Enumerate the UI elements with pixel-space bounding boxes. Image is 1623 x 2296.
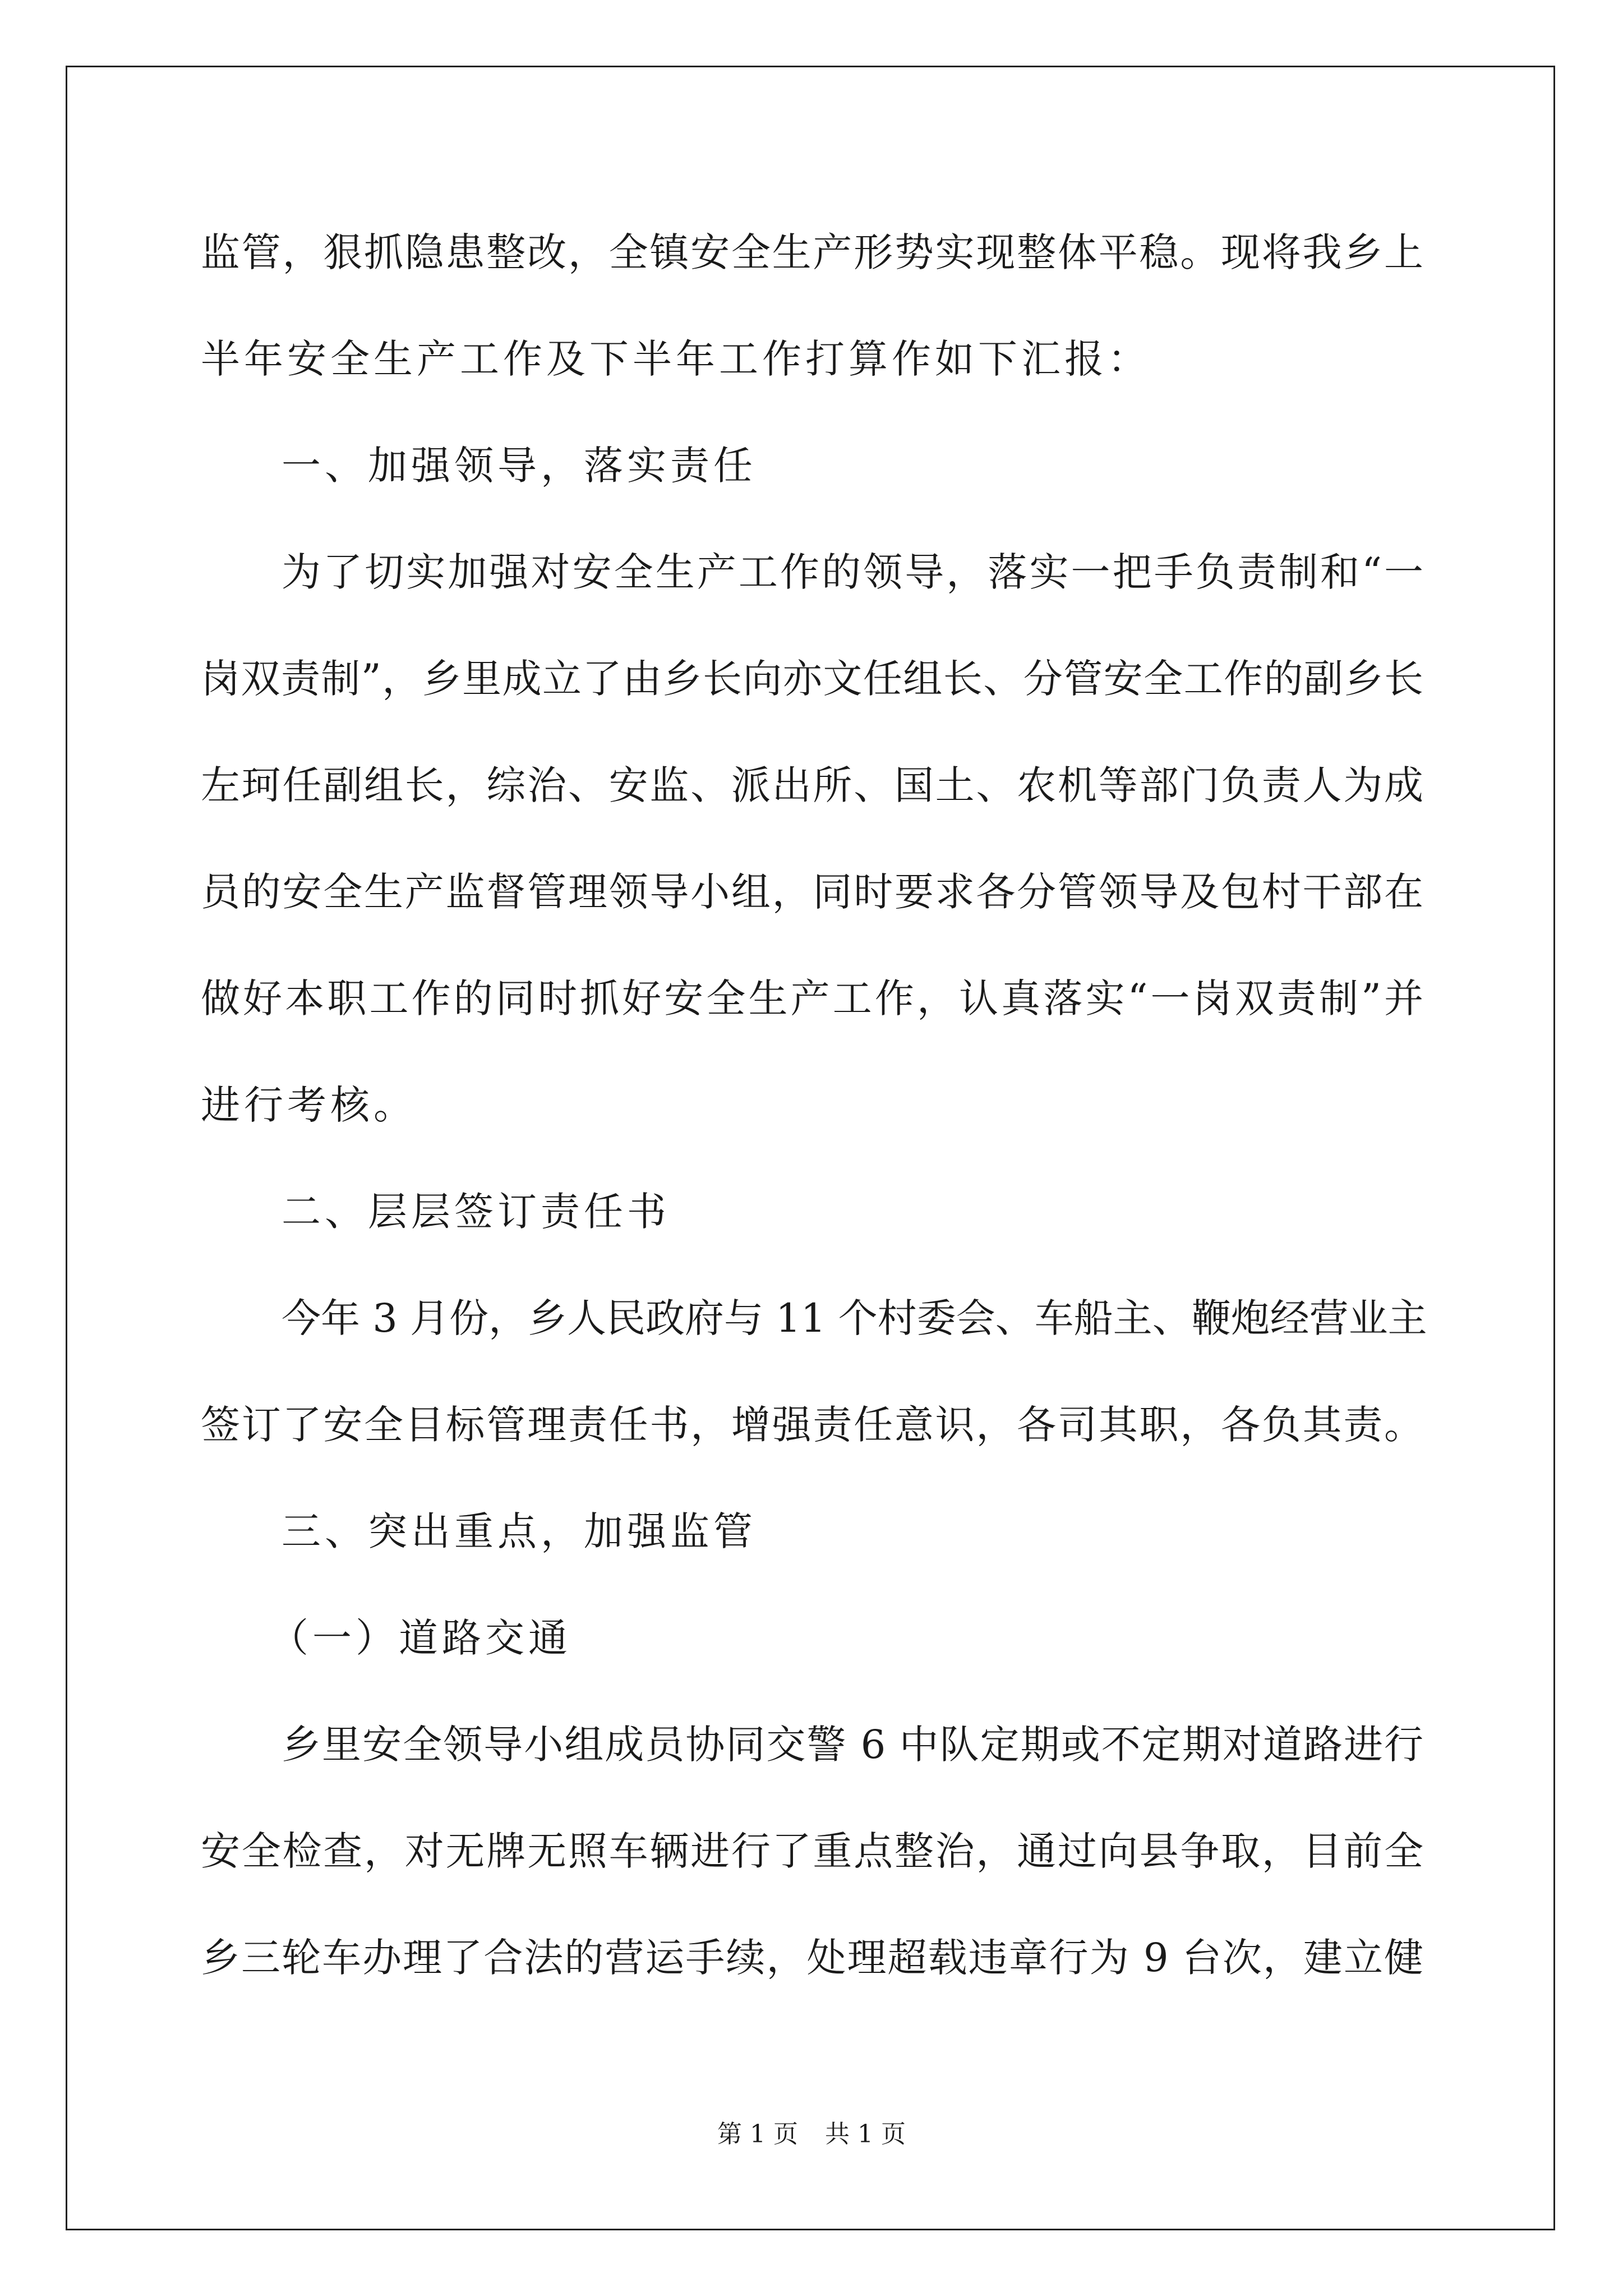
text-line: 乡里安全领导小组成员协同交警 6 中队定期或不定期对道路进行: [282, 1722, 1423, 1768]
text-line: 员的安全生产监督管理领导小组，同时要求各分管领导及包村干部在: [201, 869, 1423, 915]
text-line: 监管，狠抓隐患整改，全镇安全生产形势实现整体平稳。现将我乡上: [201, 229, 1423, 275]
text-line: 半年安全生产工作及下半年工作打算作如下汇报：: [201, 336, 1151, 382]
text-line: 安全检查，对无牌无照车辆进行了重点整治，通过向县争取，目前全: [201, 1828, 1423, 1874]
text-line: 进行考核。: [201, 1082, 417, 1128]
text-line: 岗双责制”，乡里成立了由乡长向亦文任组长、分管安全工作的副乡长: [201, 656, 1423, 702]
page-footer: [0, 2118, 1623, 2151]
subsection-heading: （一）道路交通: [269, 1615, 571, 1661]
text-line: 为了切实加强对安全生产工作的领导，落实一把手负责制和“一: [282, 549, 1423, 595]
page-number: 第 1 页: [717, 2120, 798, 2148]
text-line: 签订了安全目标管理责任书，增强责任意识，各司其职，各负其责。: [201, 1402, 1423, 1448]
section-heading: 二、层层签订责任书: [282, 1189, 670, 1235]
text-line: 做好本职工作的同时抓好安全生产工作，认真落实“一岗双责制”并: [201, 976, 1423, 1022]
text-line: 左珂任副组长，综治、安监、派出所、国土、农机等部门负责人为成: [201, 762, 1423, 808]
section-heading: 三、突出重点，加强监管: [282, 1508, 757, 1554]
section-heading: 一、加强领导，落实责任: [282, 443, 757, 489]
text-line: 乡三轮车办理了合法的营运手续，处理超载违章行为 9 台次，建立健: [201, 1935, 1423, 1981]
document-body: [201, 213, 1427, 2025]
text-line: 今年 3 月份，乡人民政府与 11 个村委会、车船主、鞭炮经营业主: [282, 1295, 1427, 1341]
page-total: 共 1 页: [825, 2120, 906, 2148]
